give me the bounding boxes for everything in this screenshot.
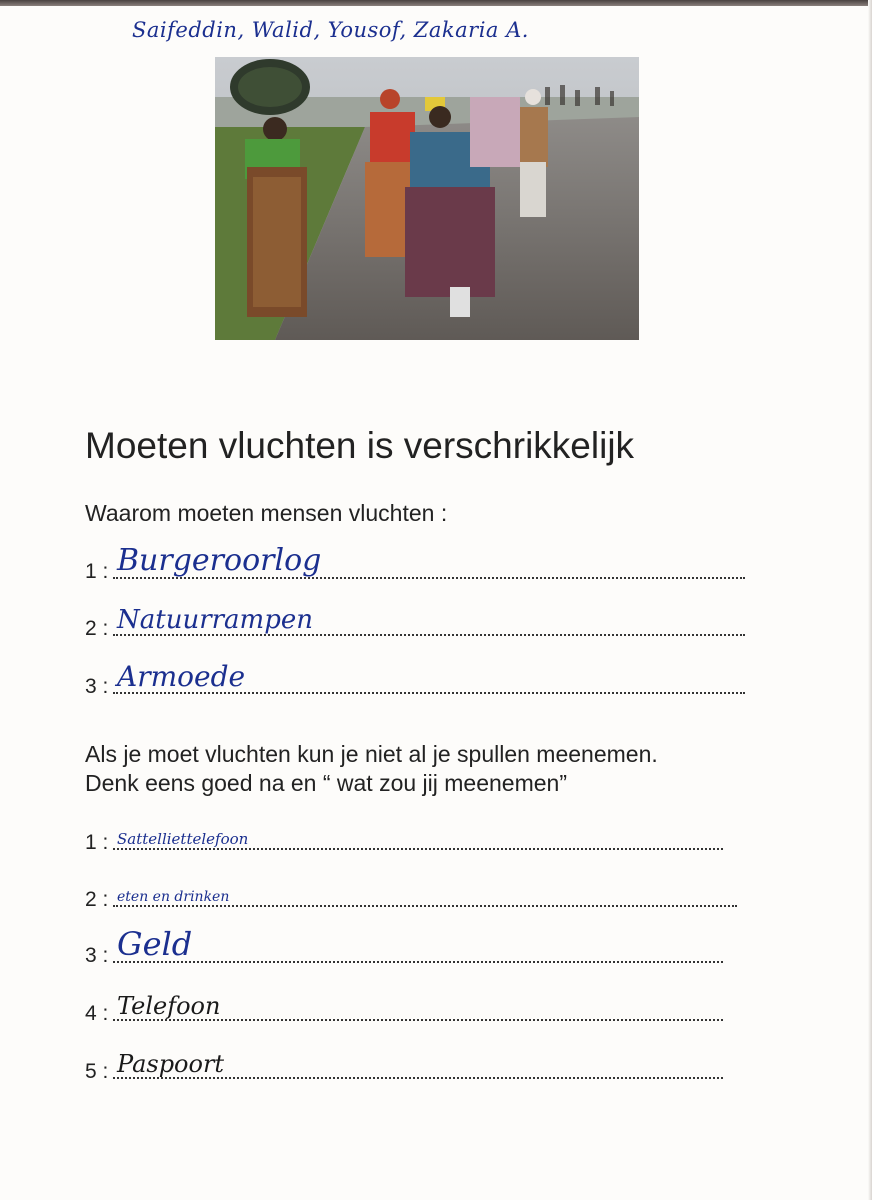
refugees-walking-photo — [215, 57, 639, 340]
handwritten-answer: Natuurrampen — [117, 605, 313, 635]
answer-number: 5 : — [85, 1060, 109, 1083]
answer-number: 2 : — [85, 617, 109, 640]
answer-line — [85, 1052, 723, 1082]
handwritten-answer: Telefoon — [117, 992, 221, 1020]
answer-number: 1 : — [85, 560, 109, 583]
answer-line — [85, 823, 723, 853]
dotted-line — [113, 905, 737, 907]
question-line-1: Als je moet vluchten kun je niet al je spullen meenemen. — [85, 741, 658, 767]
scan-top-edge — [0, 0, 872, 6]
handwritten-answer: Geld — [117, 925, 193, 963]
dotted-line — [113, 848, 723, 850]
handwritten-answer: Sattelliettelefoon — [117, 830, 249, 848]
handwritten-answer: Paspoort — [117, 1050, 225, 1078]
answer-number: 4 : — [85, 1002, 109, 1025]
handwritten-answer: Armoede — [117, 660, 246, 693]
handwritten-answer: eten en drinken — [117, 889, 230, 905]
answer-number: 1 : — [85, 831, 109, 854]
question-why-flee: Waarom moeten mensen vluchten : — [85, 500, 448, 526]
dotted-line — [113, 961, 723, 963]
answer-number: 3 : — [85, 944, 109, 967]
student-names: Saifeddin, Walid, Yousof, Zakaria A. — [132, 18, 529, 42]
answer-line — [85, 660, 745, 698]
answer-line — [85, 605, 745, 640]
question-what-to-take — [85, 740, 658, 798]
answer-line — [85, 543, 745, 583]
scan-right-edge — [868, 0, 872, 1200]
answer-line — [85, 880, 737, 910]
answer-line — [85, 994, 723, 1024]
handwritten-answer: Burgeroorlog — [117, 543, 322, 578]
answer-number: 2 : — [85, 888, 109, 911]
question-line-2: Denk eens goed na en “ wat zou jij meenemen” — [85, 770, 568, 796]
answer-line — [85, 925, 723, 967]
answer-number: 3 : — [85, 675, 109, 698]
worksheet-title: Moeten vluchten is verschrikkelijk — [85, 425, 635, 466]
photo-illustration — [215, 57, 639, 340]
